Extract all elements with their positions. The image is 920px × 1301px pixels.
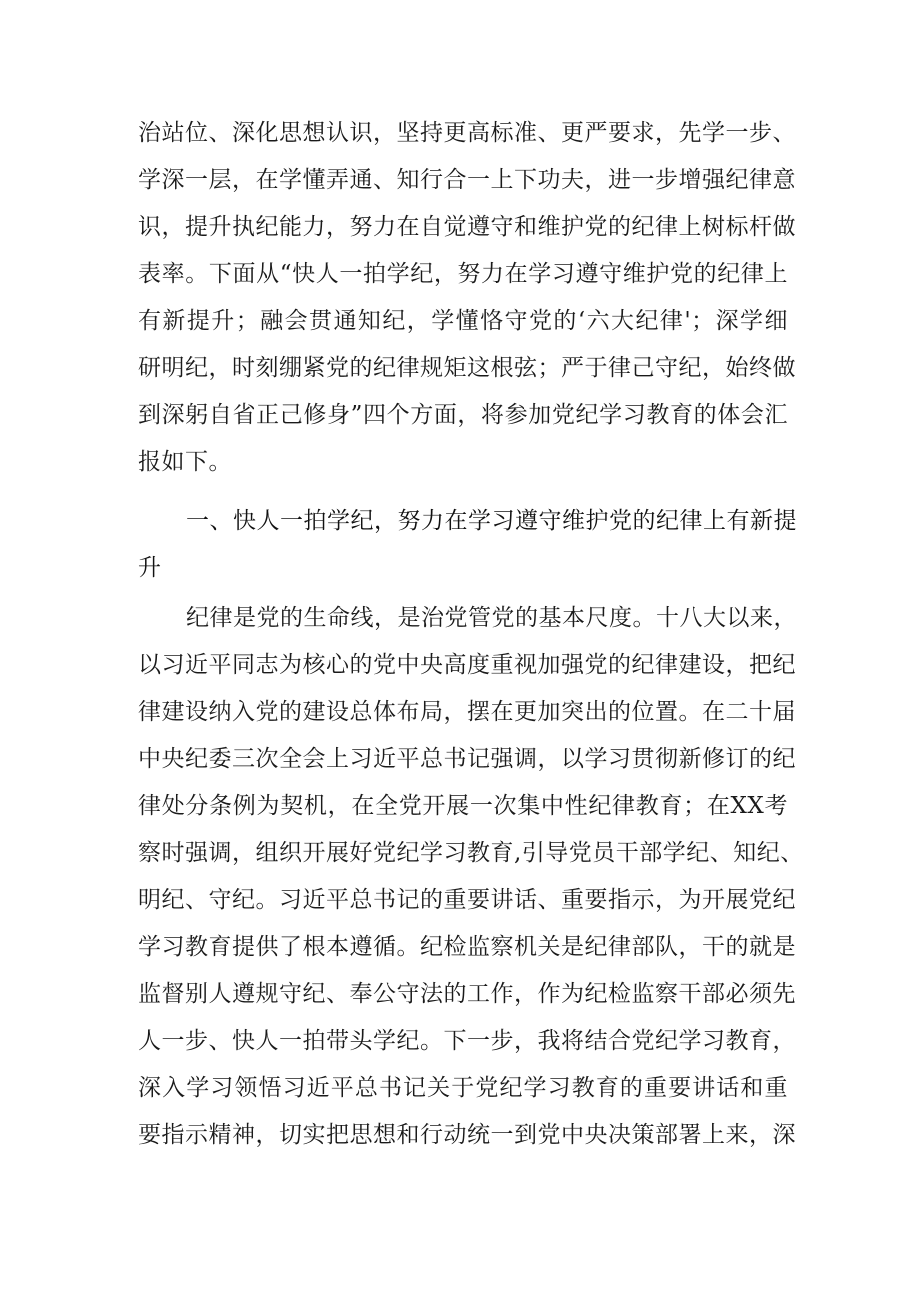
- section-heading: 一、快人一拍学纪，努力在学习遵守维护党的纪律上有新提: [186, 508, 797, 534]
- paragraph-line: 中央纪委三次全会上习近平总书记强调，以学习贯彻新修订的纪: [138, 746, 796, 772]
- paragraph-line: 人一步、快人一拍带头学纪。下一步，我将结合党纪学习教育，: [138, 1028, 796, 1054]
- paragraph-line: 要指示精神，切实把思想和行动统一到党中央决策部署上来，深: [138, 1122, 796, 1148]
- paragraph-line: 报如下。: [138, 449, 232, 475]
- paragraph-line: 深入学习领悟习近平总书记关于党纪学习教育的重要讲话和重: [138, 1075, 788, 1101]
- paragraph-line: 律建设纳入党的建设总体布局，摆在更加突出的位置。在二十届: [138, 699, 796, 725]
- paragraph-line: 察时强调，组织开展好党纪学习教育,引导党员干部学纪、知纪、: [138, 840, 804, 866]
- paragraph-line: 监督别人遵规守纪、奉公守法的工作，作为纪检监察干部必须先: [138, 981, 796, 1007]
- paragraph-line: 研明纪，时刻绷紧党的纪律规矩这根弦；严于律己守纪，始终做: [138, 355, 796, 381]
- section-heading: 升: [138, 555, 162, 581]
- paragraph-line: 学深一层，在学懂弄通、知行合一上下功夫，进一步增强纪律意: [138, 167, 796, 193]
- paragraph-line: 明纪、守纪。习近平总书记的重要讲话、重要指示，为开展党纪: [138, 887, 796, 913]
- paragraph-line: 律处分条例为契机，在全党开展一次集中性纪律教育；在XX考: [138, 793, 788, 819]
- paragraph-line: 纪律是党的生命线，是治党管党的基本尺度。十八大以来，: [186, 605, 797, 631]
- paragraph-line: 以习近平同志为核心的党中央高度重视加强党的纪律建设，把纪: [138, 652, 796, 678]
- paragraph-line: 表率。下面从“快人一拍学纪，努力在学习遵守维护党的纪律上: [138, 261, 788, 287]
- paragraph-line: 有新提升；融会贯通知纪，学懂恪守党的‘六大纪律'；深学细: [138, 308, 788, 334]
- paragraph-line: 学习教育提供了根本遵循。纪检监察机关是纪律部队，干的就是: [138, 934, 796, 960]
- paragraph-line: 治站位、深化思想认识，坚持更高标准、更严要求，先学一步、: [138, 120, 796, 146]
- paragraph-line: 到深躬自省正己修身”四个方面，将参加党纪学习教育的体会汇: [138, 402, 788, 428]
- paragraph-line: 识，提升执纪能力，努力在自觉遵守和维护党的纪律上树标杆做: [138, 214, 796, 240]
